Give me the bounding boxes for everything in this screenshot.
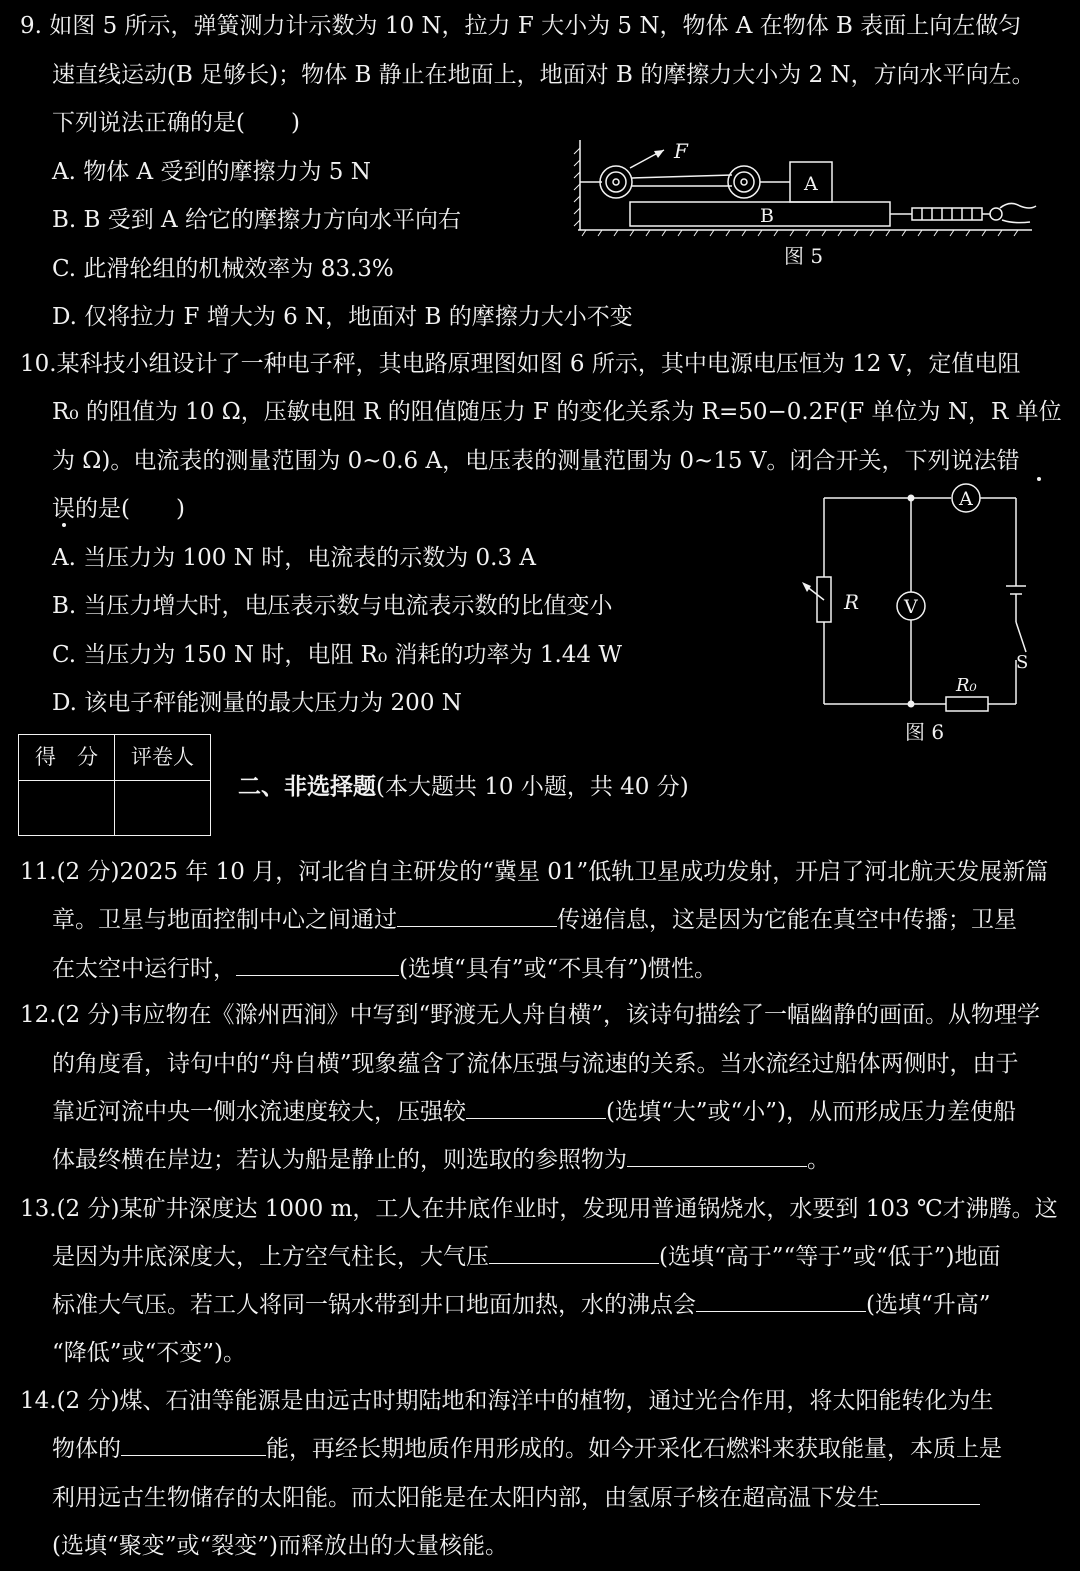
q9-line2: 速直线运动(B 足够长)；物体 B 静止在地面上，地面对 B 的摩擦力大小为 2 N，方向水平向左。: [52, 62, 1035, 88]
emphasis-dot: [1037, 477, 1041, 481]
switch-label: S: [1016, 652, 1029, 673]
q14-line1: 14.(2 分)煤、石油等能源是由远古时期陆地和海洋中的植物，通过光合作用，将太阳能转化为生: [20, 1388, 994, 1414]
q14-line4: (选填“聚变”或“裂变”)而释放出的大量核能。: [52, 1533, 508, 1559]
figure-5-pulley-diagram: [572, 138, 1042, 238]
q10-option-a: A. 当压力为 100 N 时，电流表的示数为 0.3 A: [52, 545, 536, 571]
q10-line2: R₀ 的阻值为 10 Ω，压敏电阻 R 的阻值随压力 F 的变化关系为 R=50−0.2F(F 单位为 N，R 单位: [52, 399, 1062, 425]
figure-6-caption: 图 6: [905, 720, 945, 744]
voltmeter-label: V: [904, 596, 918, 618]
q12-line4: 体最终横在岸边；若认为船是静止的，则选取的参照物为 。: [52, 1143, 830, 1177]
figure-5-label-f: F: [674, 139, 688, 163]
q11-line3: 在太空中运行时， (选填“具有”或“不具有”)惯性。: [52, 952, 717, 986]
resistor-r0-label: R₀: [956, 675, 977, 696]
answer-blank[interactable]: [627, 1144, 807, 1167]
q14-line2: 物体的 能，再经长期地质作用形成的。如今开采化石燃料来获取能量，本质上是: [52, 1432, 1002, 1466]
q13-line4: “降低”或“不变”)。: [52, 1340, 247, 1366]
q9-option-c: C. 此滑轮组的机械效率为 83.3%: [52, 256, 394, 282]
q9-option-d: D. 仅将拉力 F 增大为 6 N，地面对 B 的摩擦力大小不变: [52, 304, 633, 330]
score-table-header-score: 得 分: [35, 745, 98, 769]
q10-option-c: C. 当压力为 150 N 时，电阻 R₀ 消耗的功率为 1.44 W: [52, 642, 622, 668]
section-2-heading: [238, 770, 689, 804]
q10-option-d: D. 该电子秤能测量的最大压力为 200 N: [52, 690, 462, 716]
q13-line2: 是因为井底深度大，上方空气柱长，大气压 (选填“高于”“等于”或“低于”)地面: [52, 1240, 1001, 1274]
q9-option-b: B. B 受到 A 给它的摩擦力方向水平向右: [52, 207, 461, 233]
figure-6-circuit-diagram: [796, 482, 1046, 714]
figure-5-label-b: B: [760, 205, 774, 227]
q13-line1: 13.(2 分)某矿井深度达 1000 m，工人在井底作业时，发现用普通锅烧水，水要到 103 ℃才沸腾。这: [20, 1196, 1058, 1222]
q13-line3: 标准大气压。若工人将同一锅水带到井口地面加热，水的沸点会 (选填“升高”: [52, 1288, 991, 1322]
q14-line3: 利用远古生物储存的太阳能。而太阳能是在太阳内部，由氢原子核在超高温下发生: [52, 1481, 980, 1515]
q9-line3: 下列说法正确的是( ): [52, 110, 300, 136]
section-2-title: 二、非选择题: [238, 773, 376, 800]
answer-blank[interactable]: [696, 1289, 866, 1312]
figure-5-label-a: A: [804, 173, 818, 195]
q10-line1: 10.某科技小组设计了一种电子秤，其电路原理图如图 6 所示，其中电源电压恒为 12 V，定值电阻: [20, 351, 1021, 377]
answer-blank[interactable]: [880, 1482, 980, 1505]
q10-line4: 误的是( ): [52, 496, 185, 522]
emphasis-dot: [62, 523, 66, 527]
q11-line2: 章。卫星与地面控制中心之间通过 传递信息，这是因为它能在真空中传播；卫星: [52, 903, 1017, 937]
answer-blank[interactable]: [121, 1433, 266, 1456]
q12-line2: 的角度看，诗句中的“舟自横”现象蕴含了流体压强与流速的关系。当水流经过船体两侧时，由于: [52, 1051, 1019, 1077]
q12-line1: 12.(2 分)韦应物在《滁州西涧》中写到“野渡无人舟自横”，该诗句描绘了一幅幽静的画面。从物理学: [20, 1002, 1040, 1028]
q9-line1: 9. 如图 5 所示，弹簧测力计示数为 10 N，拉力 F 大小为 5 N，物体 A 在物体 B 表面上向左做匀: [20, 13, 1022, 39]
answer-blank[interactable]: [489, 1241, 659, 1264]
figure-5-caption: 图 5: [784, 244, 824, 268]
ammeter-label: A: [959, 488, 973, 510]
resistor-r-label: R: [844, 590, 860, 614]
q9-option-a: A. 物体 A 受到的摩擦力为 5 N: [52, 159, 371, 185]
answer-blank[interactable]: [466, 1096, 606, 1119]
q12-line3: 靠近河流中央一侧水流速度较大，压强较 (选填“大”或“小”)，从而形成压力差使船: [52, 1095, 1016, 1129]
q11-line1: 11.(2 分)2025 年 10 月，河北省自主研发的“冀星 01”低轨卫星成功发射，开启了河北航天发展新篇: [20, 859, 1049, 885]
section-2-note: (本大题共 10 小题，共 40 分): [376, 774, 689, 800]
q10-line3: 为 Ω)。电流表的测量范围为 0~0.6 A，电压表的测量范围为 0~15 V。闭合开关，下列说法错: [52, 448, 1020, 474]
score-table: [18, 734, 211, 836]
score-table-header-grader: 评卷人: [131, 745, 194, 769]
q10-option-b: B. 当压力增大时，电压表示数与电流表示数的比值变小: [52, 593, 613, 619]
answer-blank[interactable]: [397, 904, 557, 927]
answer-blank[interactable]: [236, 953, 399, 976]
